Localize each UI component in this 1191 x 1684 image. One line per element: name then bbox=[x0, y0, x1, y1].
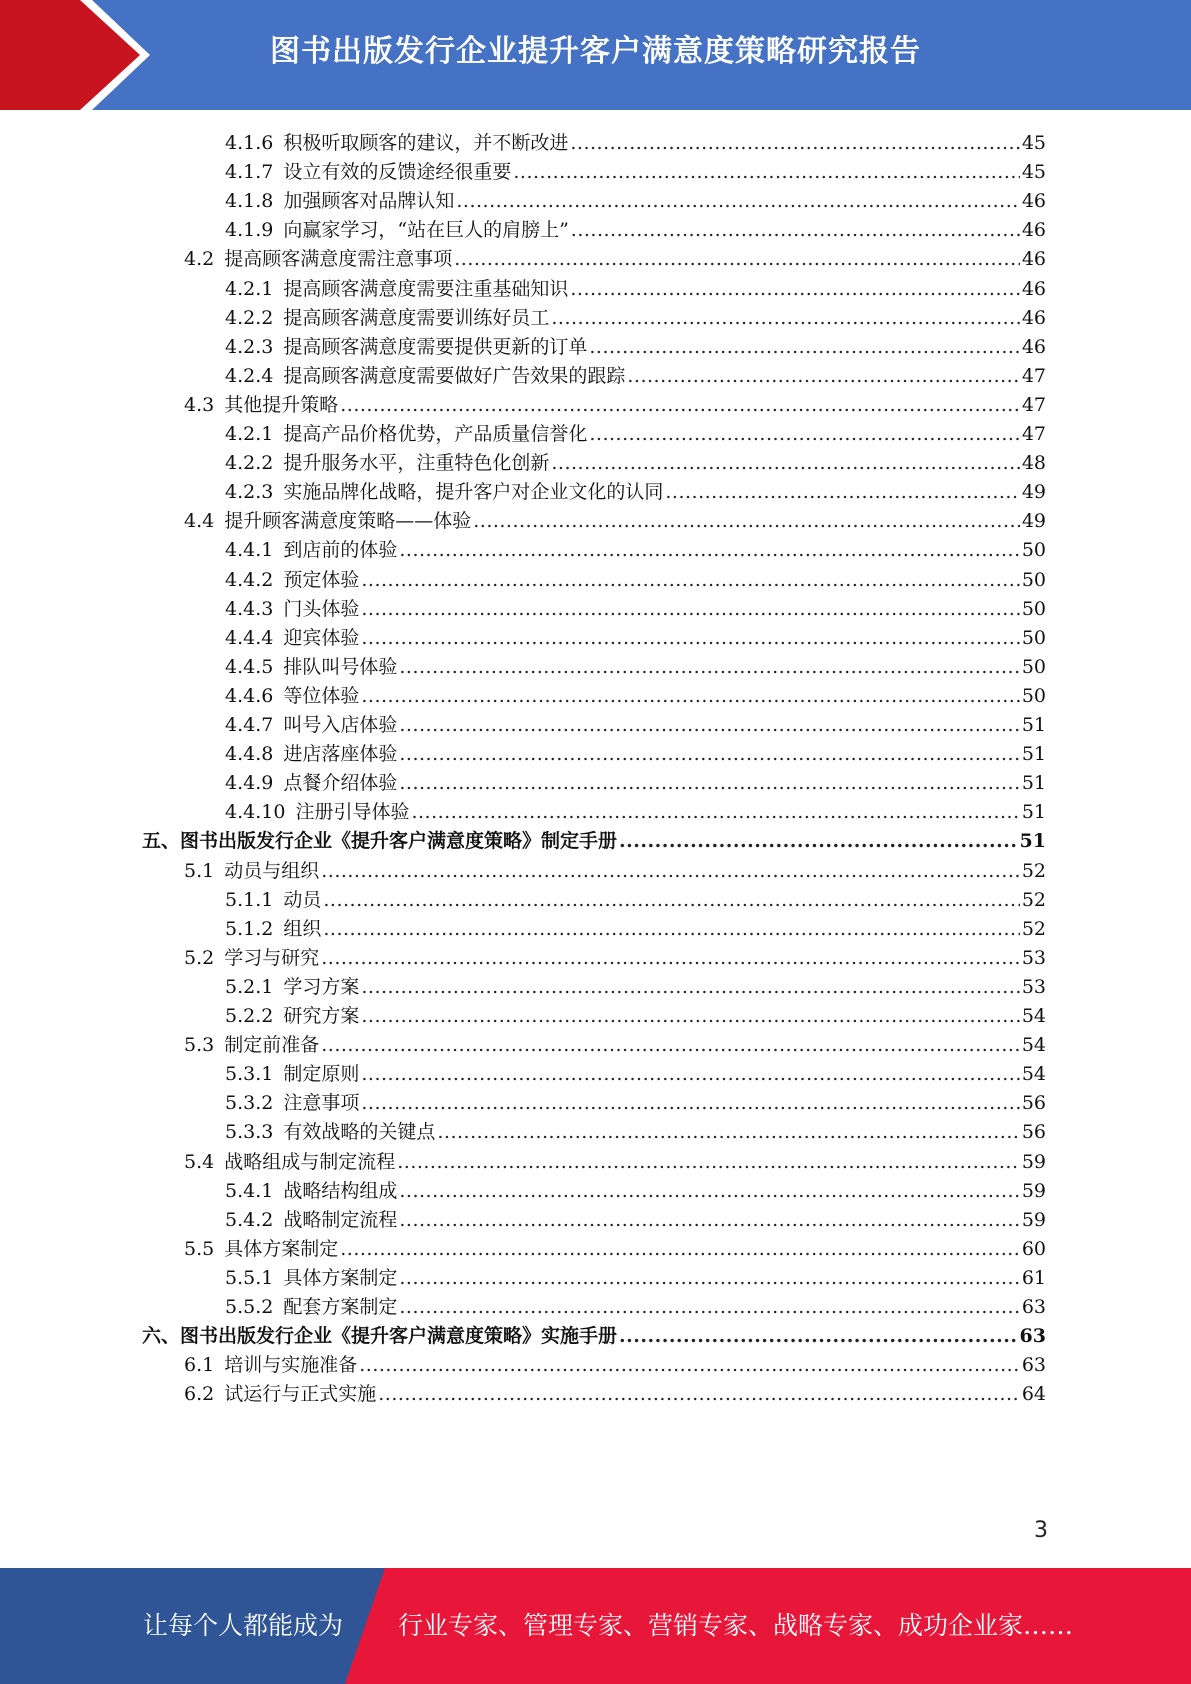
toc-entry-title: 具体方案制定 bbox=[283, 1266, 398, 1289]
toc-dot-leader bbox=[570, 274, 1019, 305]
toc-entry-number: 6.1 bbox=[184, 1354, 215, 1377]
toc-entry[interactable] bbox=[225, 1263, 1046, 1294]
toc-entry[interactable] bbox=[225, 1001, 1046, 1032]
header-chevron-red-decoration bbox=[0, 0, 140, 110]
toc-entry[interactable] bbox=[225, 535, 1046, 566]
toc-entry-number: 5.1 bbox=[184, 859, 215, 882]
footer-slogan-right: 行业专家、管理专家、营销专家、战略专家、成功企业家…… bbox=[398, 1611, 1074, 1640]
toc-entry-title: 实施品牌化战略，提升客户对企业文化的认同 bbox=[283, 481, 664, 504]
toc-entry-title: 排队叫号体验 bbox=[283, 655, 398, 678]
toc-entry[interactable] bbox=[225, 652, 1046, 683]
toc-entry-title: 试运行与正式实施 bbox=[224, 1383, 377, 1406]
toc-dot-leader bbox=[340, 390, 1020, 421]
toc-entry-page: 50 bbox=[1021, 568, 1046, 591]
toc-entry-number: 4.2 bbox=[184, 248, 215, 271]
toc-dot-leader bbox=[321, 856, 1020, 887]
toc-dot-leader bbox=[571, 215, 1020, 246]
toc-dot-leader bbox=[359, 1350, 1020, 1381]
toc-entry-title: 动员 bbox=[283, 888, 322, 911]
toc-dot-leader bbox=[399, 535, 1019, 566]
toc-entry-title: 进店落座体验 bbox=[283, 743, 398, 766]
toc-entry-number: 4.4.5 bbox=[225, 655, 274, 678]
toc-entry[interactable] bbox=[225, 710, 1046, 741]
toc-entry-title: 战略组成与制定流程 bbox=[224, 1150, 396, 1173]
toc-entry-page: 52 bbox=[1021, 888, 1046, 911]
toc-entry-page: 63 bbox=[1021, 1296, 1046, 1318]
toc-dot-leader bbox=[361, 594, 1019, 625]
toc-entry-number: 4.1.7 bbox=[225, 161, 274, 184]
toc-dot-leader bbox=[361, 972, 1019, 1003]
toc-dot-leader bbox=[361, 1059, 1019, 1090]
toc-entry-number: 5.2.1 bbox=[225, 975, 274, 998]
toc-entry-number: 4.2.3 bbox=[225, 481, 274, 504]
report-title: 图书出版发行企业提升客户满意度策略研究报告 bbox=[270, 34, 921, 69]
toc-entry-number: 4.3 bbox=[184, 393, 215, 416]
toc-entry[interactable] bbox=[225, 594, 1046, 625]
toc-dot-leader bbox=[321, 943, 1020, 974]
toc-entry[interactable] bbox=[184, 390, 1046, 421]
toc-dot-leader bbox=[399, 1292, 1019, 1323]
toc-dot-leader bbox=[397, 1147, 1020, 1178]
toc-entry-page: 47 bbox=[1021, 364, 1046, 387]
toc-entry[interactable] bbox=[225, 681, 1046, 712]
toc-entry-number: 4.2.3 bbox=[225, 335, 274, 358]
toc-entry-page: 56 bbox=[1021, 1121, 1046, 1144]
toc-entry-number: 5.4.2 bbox=[225, 1208, 274, 1231]
toc-dot-leader bbox=[323, 914, 1019, 945]
toc-entry-title: 设立有效的反馈途经很重要 bbox=[283, 161, 512, 184]
toc-dot-leader bbox=[361, 1088, 1019, 1119]
toc-entry-page: 50 bbox=[1021, 539, 1046, 562]
toc-entry[interactable] bbox=[225, 768, 1046, 799]
toc-entry-title: 六、图书出版发行企业《提升客户满意度策略》实施手册 bbox=[142, 1325, 618, 1348]
toc-entry-page: 59 bbox=[1021, 1179, 1046, 1202]
toc-dot-leader bbox=[665, 477, 1019, 508]
toc-entry-title: 动员与组织 bbox=[224, 859, 320, 882]
page-header bbox=[0, 0, 1191, 110]
toc-dot-leader bbox=[399, 652, 1019, 683]
toc-dot-leader bbox=[321, 1030, 1020, 1061]
toc-entry-page: 46 bbox=[1021, 306, 1046, 329]
toc-entry-page: 48 bbox=[1021, 452, 1046, 475]
toc-dot-leader bbox=[378, 1379, 1020, 1410]
toc-entry-number: 4.2.4 bbox=[225, 364, 274, 387]
toc-entry-page: 49 bbox=[1021, 510, 1046, 533]
toc-entry-title: 积极听取顾客的建议，并不断改进 bbox=[283, 132, 569, 154]
toc-dot-leader bbox=[399, 1176, 1019, 1207]
toc-entry-title: 提升服务水平，注重特色化创新 bbox=[283, 452, 550, 475]
toc-entry-title: 提高顾客满意度需要训练好员工 bbox=[283, 306, 550, 329]
toc-entry-title: 有效战略的关键点 bbox=[283, 1121, 436, 1144]
toc-entry-number: 4.4.2 bbox=[225, 568, 274, 591]
toc-entry-number: 4.1.8 bbox=[225, 190, 274, 213]
toc-dot-leader bbox=[473, 506, 1020, 537]
page-number: 3 bbox=[1034, 1518, 1048, 1543]
toc-entry-number: 4.2.1 bbox=[225, 277, 274, 300]
toc-entry-page: 60 bbox=[1021, 1237, 1046, 1260]
toc-dot-leader bbox=[619, 826, 1018, 857]
toc-entry-page: 51 bbox=[1021, 801, 1046, 824]
toc-entry-number: 4.4.7 bbox=[225, 714, 274, 736]
toc-entry-title: 提高顾客满意度需要提供更新的订单 bbox=[283, 335, 588, 358]
toc-dot-leader bbox=[454, 244, 1020, 275]
toc-entry-page: 54 bbox=[1021, 1034, 1046, 1057]
toc-entry-page: 54 bbox=[1021, 1063, 1046, 1086]
toc-dot-leader bbox=[570, 128, 1019, 159]
toc-entry[interactable] bbox=[225, 303, 1046, 334]
toc-entry[interactable] bbox=[225, 1205, 1046, 1236]
toc-entry-page: 52 bbox=[1021, 917, 1046, 940]
toc-entry-page: 54 bbox=[1021, 1005, 1046, 1027]
toc-entry[interactable] bbox=[225, 739, 1046, 770]
toc-entry-page: 64 bbox=[1021, 1383, 1046, 1406]
toc-entry-title: 制定原则 bbox=[283, 1063, 360, 1086]
toc-entry[interactable] bbox=[225, 885, 1046, 916]
toc-entry-number: 5.3 bbox=[184, 1034, 215, 1057]
toc-entry-title: 配套方案制定 bbox=[283, 1296, 398, 1318]
toc-entry-number: 4.2.2 bbox=[225, 306, 274, 329]
toc-entry[interactable] bbox=[142, 826, 1046, 857]
toc-entry-title: 预定体验 bbox=[283, 568, 360, 591]
toc-entry-page: 51 bbox=[1021, 714, 1046, 736]
toc-entry-number: 5.5.1 bbox=[225, 1266, 274, 1289]
toc-entry[interactable] bbox=[225, 797, 1046, 828]
toc-entry-title: 叫号入店体验 bbox=[283, 714, 398, 736]
toc-entry[interactable] bbox=[142, 1321, 1046, 1352]
toc-entry-title: 提高顾客满意度需注意事项 bbox=[224, 248, 453, 271]
toc-entry[interactable] bbox=[225, 1059, 1046, 1090]
toc-entry-title: 门头体验 bbox=[283, 597, 360, 620]
toc-dot-leader bbox=[589, 332, 1019, 363]
toc-entry-title: 点餐介绍体验 bbox=[283, 772, 398, 795]
toc-entry-title: 五、图书出版发行企业《提升客户满意度策略》制定手册 bbox=[142, 830, 618, 853]
toc-entry-page: 50 bbox=[1021, 597, 1046, 620]
toc-entry-number: 4.1.6 bbox=[225, 132, 274, 154]
toc-dot-leader bbox=[551, 303, 1019, 334]
toc-entry-title: 其他提升策略 bbox=[224, 393, 339, 416]
toc-entry-page: 45 bbox=[1021, 161, 1046, 184]
toc-entry-title: 战略结构组成 bbox=[283, 1179, 398, 1202]
toc-dot-leader bbox=[323, 885, 1019, 916]
toc-entry-page: 51 bbox=[1019, 830, 1046, 853]
toc-entry[interactable] bbox=[184, 506, 1046, 537]
toc-entry-number: 5.1.2 bbox=[225, 917, 274, 940]
toc-entry[interactable] bbox=[225, 623, 1046, 654]
toc-entry[interactable] bbox=[184, 1350, 1046, 1381]
toc-entry-title: 等位体验 bbox=[283, 684, 360, 707]
toc-entry[interactable] bbox=[184, 943, 1046, 974]
toc-entry-page: 53 bbox=[1021, 975, 1046, 998]
toc-entry-page: 51 bbox=[1021, 772, 1046, 795]
toc-dot-leader bbox=[627, 361, 1019, 392]
toc-dot-leader bbox=[456, 186, 1019, 217]
toc-entry-title: 向赢家学习，“站在巨人的肩膀上” bbox=[283, 219, 569, 242]
toc-dot-leader bbox=[361, 1001, 1019, 1032]
toc-entry-title: 提升顾客满意度策略——体验 bbox=[224, 510, 472, 533]
toc-entry[interactable] bbox=[184, 856, 1046, 887]
toc-entry[interactable] bbox=[225, 419, 1046, 450]
toc-entry-number: 6.2 bbox=[184, 1383, 215, 1406]
toc-entry-page: 47 bbox=[1021, 423, 1046, 445]
toc-entry[interactable] bbox=[225, 215, 1046, 246]
toc-dot-leader bbox=[589, 419, 1019, 450]
toc-entry-page: 61 bbox=[1021, 1266, 1046, 1289]
toc-entry-page: 46 bbox=[1021, 277, 1046, 300]
toc-entry-title: 注册引导体验 bbox=[295, 801, 410, 824]
toc-entry-number: 5.4.1 bbox=[225, 1179, 274, 1202]
toc-entry-title: 提高顾客满意度需要做好广告效果的跟踪 bbox=[283, 364, 626, 387]
toc-entry-number: 5.3.2 bbox=[225, 1092, 274, 1115]
toc-dot-leader bbox=[399, 739, 1019, 770]
page-footer bbox=[0, 1568, 1191, 1684]
toc-entry-page: 46 bbox=[1021, 219, 1046, 242]
toc-entry-title: 具体方案制定 bbox=[224, 1237, 339, 1260]
toc-dot-leader bbox=[340, 1234, 1020, 1265]
toc-entry[interactable] bbox=[225, 361, 1046, 392]
toc-entry[interactable] bbox=[225, 972, 1046, 1003]
toc-entry[interactable] bbox=[225, 1292, 1046, 1323]
toc-entry[interactable] bbox=[225, 1088, 1046, 1119]
toc-entry[interactable] bbox=[184, 1234, 1046, 1265]
toc-dot-leader bbox=[399, 1263, 1019, 1294]
toc-entry-page: 46 bbox=[1021, 248, 1046, 271]
toc-dot-leader bbox=[513, 157, 1019, 188]
toc-entry-number: 4.4.10 bbox=[225, 801, 286, 824]
toc-entry-page: 50 bbox=[1021, 626, 1046, 649]
toc-entry-number: 5.2 bbox=[184, 946, 215, 969]
toc-entry-title: 注意事项 bbox=[283, 1092, 360, 1115]
toc-entry-number: 4.4.8 bbox=[225, 743, 274, 766]
toc-entry[interactable] bbox=[225, 448, 1046, 479]
toc-entry-number: 5.3.1 bbox=[225, 1063, 274, 1086]
toc-entry-title: 迎宾体验 bbox=[283, 626, 360, 649]
toc-entry-page: 50 bbox=[1021, 655, 1046, 678]
toc-dot-leader bbox=[399, 768, 1019, 799]
toc-entry-number: 5.3.3 bbox=[225, 1121, 274, 1144]
toc-entry-page: 51 bbox=[1021, 743, 1046, 766]
toc-entry-title: 学习方案 bbox=[283, 975, 360, 998]
toc-entry-title: 研究方案 bbox=[283, 1005, 360, 1027]
toc-entry[interactable] bbox=[225, 274, 1046, 305]
toc-entry-page: 47 bbox=[1021, 393, 1046, 416]
toc-entry-number: 4.2.2 bbox=[225, 452, 274, 475]
toc-entry-page: 59 bbox=[1021, 1150, 1046, 1173]
toc-entry-page: 50 bbox=[1021, 684, 1046, 707]
toc-entry-page: 63 bbox=[1019, 1325, 1046, 1348]
toc-entry[interactable] bbox=[184, 1147, 1046, 1178]
toc-entry-number: 4.4.9 bbox=[225, 772, 274, 795]
toc-entry[interactable] bbox=[184, 1379, 1046, 1410]
toc-entry-title: 提高产品价格优势，产品质量信誉化 bbox=[283, 423, 588, 445]
toc-entry-number: 4.4.6 bbox=[225, 684, 274, 707]
toc-entry-page: 56 bbox=[1021, 1092, 1046, 1115]
toc-entry[interactable] bbox=[225, 186, 1046, 217]
toc-dot-leader bbox=[399, 710, 1019, 741]
toc-entry[interactable] bbox=[225, 128, 1046, 159]
toc-entry-page: 53 bbox=[1021, 946, 1046, 969]
toc-dot-leader bbox=[361, 681, 1019, 712]
toc-entry-number: 4.4 bbox=[184, 510, 215, 533]
toc-entry[interactable] bbox=[225, 332, 1046, 363]
toc-dot-leader bbox=[399, 1205, 1019, 1236]
toc-entry-page: 49 bbox=[1021, 481, 1046, 504]
toc-dot-leader bbox=[619, 1321, 1018, 1352]
toc-entry-number: 5.1.1 bbox=[225, 888, 274, 911]
toc-entry-title: 到店前的体验 bbox=[283, 539, 398, 562]
toc-dot-leader bbox=[437, 1117, 1019, 1148]
toc-entry-number: 4.1.9 bbox=[225, 219, 274, 242]
toc-entry-number: 4.4.4 bbox=[225, 626, 274, 649]
toc-entry[interactable] bbox=[225, 477, 1046, 508]
toc-entry-title: 培训与实施准备 bbox=[224, 1354, 358, 1377]
toc-entry[interactable] bbox=[225, 157, 1046, 188]
toc-dot-leader bbox=[551, 448, 1019, 479]
toc-entry-number: 4.4.1 bbox=[225, 539, 274, 562]
toc-entry-page: 63 bbox=[1021, 1354, 1046, 1377]
toc-entry[interactable] bbox=[184, 244, 1046, 275]
toc-entry-number: 5.5 bbox=[184, 1237, 215, 1260]
toc-entry-number: 5.4 bbox=[184, 1150, 215, 1173]
toc-entry-page: 59 bbox=[1021, 1208, 1046, 1231]
toc-entry-number: 5.5.2 bbox=[225, 1296, 274, 1318]
footer-slogan-left: 让每个人都能成为 bbox=[143, 1611, 344, 1640]
toc-entry[interactable] bbox=[225, 1176, 1046, 1207]
toc-dot-leader bbox=[361, 565, 1019, 596]
toc-dot-leader bbox=[361, 623, 1019, 654]
toc-entry-page: 52 bbox=[1021, 859, 1046, 882]
toc-entry-number: 5.2.2 bbox=[225, 1005, 274, 1027]
toc-entry[interactable] bbox=[225, 914, 1046, 945]
toc-entry-title: 加强顾客对品牌认知 bbox=[283, 190, 455, 213]
toc-entry-page: 45 bbox=[1021, 132, 1046, 154]
toc-entry-number: 4.4.3 bbox=[225, 597, 274, 620]
toc-entry-title: 制定前准备 bbox=[224, 1034, 320, 1057]
toc-entry[interactable] bbox=[225, 565, 1046, 596]
toc-entry-title: 学习与研究 bbox=[224, 946, 320, 969]
toc-dot-leader bbox=[411, 797, 1019, 828]
toc-entry[interactable] bbox=[184, 1030, 1046, 1061]
toc-entry[interactable] bbox=[225, 1117, 1046, 1148]
toc-entry-title: 组织 bbox=[283, 917, 322, 940]
toc-entry-title: 提高顾客满意度需要注重基础知识 bbox=[283, 277, 569, 300]
toc-entry-page: 46 bbox=[1021, 190, 1046, 213]
toc-entry-title: 战略制定流程 bbox=[283, 1208, 398, 1231]
toc-entry-number: 4.2.1 bbox=[225, 423, 274, 445]
toc-entry-page: 46 bbox=[1021, 335, 1046, 358]
